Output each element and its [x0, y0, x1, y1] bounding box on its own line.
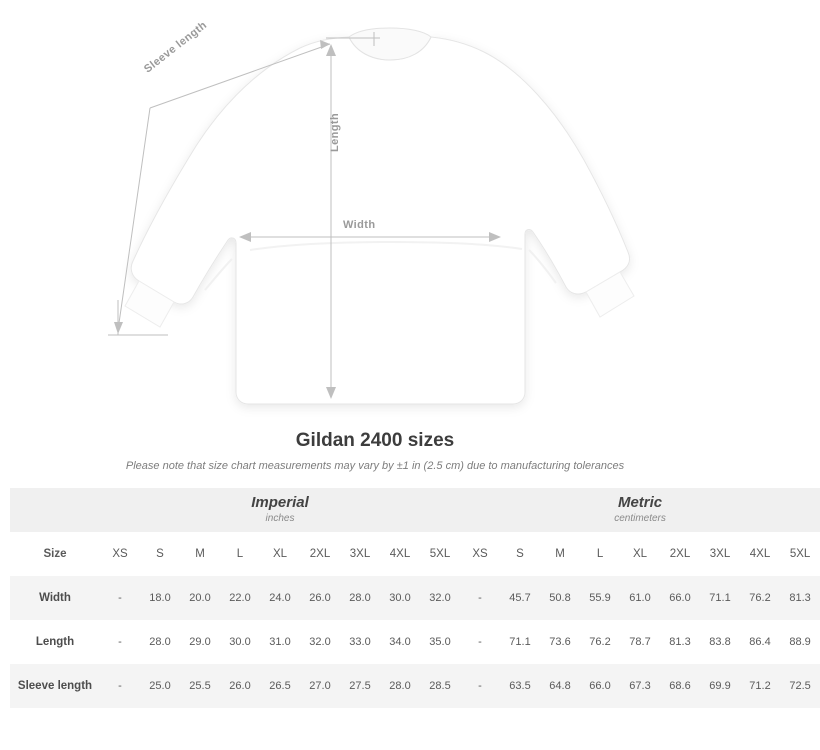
cell-length-xl-cm: 78.7 — [629, 636, 651, 648]
cell-width-2xl-cm: 66.0 — [660, 576, 700, 620]
cell-length-m-cm: 73.6 — [549, 636, 571, 648]
cell-length-s-cm: 71.1 — [509, 636, 531, 648]
cell-sleeve-xs-in: - — [100, 664, 140, 708]
row-label-sleeve-length: Sleeve length — [10, 664, 100, 708]
unit-header-row — [10, 488, 820, 532]
unit-metric-name: Metric — [617, 494, 663, 512]
cell-sleeve-xl-cm: 67.3 — [620, 664, 660, 708]
cell-length-3xl-in: 33.0 — [349, 636, 371, 648]
size-header-4xl-metric: 4XL — [740, 532, 780, 576]
cell-sleeve-m-cm: 64.8 — [540, 664, 580, 708]
size-header-xs-imperial: XS — [100, 532, 140, 576]
cell-width-l-in: 22.0 — [220, 576, 260, 620]
cell-sleeve-5xl-cm: 72.5 — [780, 664, 820, 708]
cell-length-xl-in: 31.0 — [269, 636, 291, 648]
cell-width-s-cm: 45.7 — [500, 576, 540, 620]
cell-width-3xl-cm: 71.1 — [700, 576, 740, 620]
unit-imperial — [100, 488, 460, 532]
cell-length-4xl-in: 34.0 — [389, 636, 411, 648]
size-header-3xl-imperial: 3XL — [340, 532, 380, 576]
page-title: Gildan 2400 sizes — [295, 430, 455, 451]
cell-length-m-in: 29.0 — [189, 636, 211, 648]
cell-sleeve-3xl-cm: 69.9 — [700, 664, 740, 708]
cell-sleeve-3xl-in: 27.5 — [340, 664, 380, 708]
cell-length-l-cm: 76.2 — [589, 636, 611, 648]
size-header-xl-metric: XL — [620, 532, 660, 576]
cell-sleeve-4xl-cm: 71.2 — [740, 664, 780, 708]
size-header-2xl-imperial: 2XL — [300, 532, 340, 576]
cell-width-xl-in: 24.0 — [260, 576, 300, 620]
cell-sleeve-5xl-in: 28.5 — [420, 664, 460, 708]
table-row — [10, 620, 820, 664]
cell-length-2xl-in: 32.0 — [309, 636, 331, 648]
cell-length-s-in: 28.0 — [149, 636, 171, 648]
cell-width-3xl-in: 28.0 — [340, 576, 380, 620]
size-header-4xl-imperial: 4XL — [380, 532, 420, 576]
cell-length-xs-in: - — [118, 636, 122, 648]
cell-width-2xl-in: 26.0 — [300, 576, 340, 620]
length-label: Length — [329, 112, 341, 152]
cell-width-m-in: 20.0 — [180, 576, 220, 620]
size-header-xl-imperial: XL — [260, 532, 300, 576]
size-header-5xl-imperial: 5XL — [420, 532, 460, 576]
width-label: Width — [343, 219, 376, 231]
cell-sleeve-4xl-in: 28.0 — [380, 664, 420, 708]
cell-sleeve-s-in: 25.0 — [140, 664, 180, 708]
cell-width-4xl-cm: 76.2 — [740, 576, 780, 620]
row-label-length: Length — [35, 636, 75, 648]
size-header-l-imperial: L — [220, 532, 260, 576]
cell-length-xs-cm: - — [478, 636, 482, 648]
size-header-2xl-metric: 2XL — [660, 532, 700, 576]
cell-sleeve-m-in: 25.5 — [180, 664, 220, 708]
unit-metric — [460, 488, 820, 532]
cell-sleeve-2xl-cm: 68.6 — [660, 664, 700, 708]
cell-length-5xl-in: 35.0 — [429, 636, 451, 648]
size-header-3xl-metric: 3XL — [700, 532, 740, 576]
cell-width-5xl-cm: 81.3 — [780, 576, 820, 620]
cell-sleeve-xl-in: 26.5 — [260, 664, 300, 708]
size-corner-header: Size — [10, 532, 100, 576]
cell-width-xs-in: - — [100, 576, 140, 620]
cell-width-l-cm: 55.9 — [580, 576, 620, 620]
unit-imperial-sub: inches — [265, 512, 295, 524]
cell-width-5xl-in: 32.0 — [420, 576, 460, 620]
size-header-s-imperial: S — [140, 532, 180, 576]
size-header-m-metric: M — [540, 532, 580, 576]
cell-width-xl-cm: 61.0 — [620, 576, 660, 620]
sleeve-length-label: Sleeve length — [142, 19, 210, 76]
tolerance-note: Please note that size chart measurements may vary by ±1 in (2.5 cm) due to manufacturing tolerances — [125, 460, 625, 472]
unit-imperial-name: Imperial — [251, 494, 309, 512]
cell-length-l-in: 30.0 — [229, 636, 251, 648]
cell-width-m-cm: 50.8 — [540, 576, 580, 620]
size-header-5xl-metric: 5XL — [780, 532, 820, 576]
cell-length-4xl-cm: 86.4 — [749, 636, 771, 648]
cell-width-4xl-in: 30.0 — [380, 576, 420, 620]
size-header-m-imperial: M — [180, 532, 220, 576]
cell-sleeve-l-cm: 66.0 — [580, 664, 620, 708]
cell-sleeve-xs-cm: - — [460, 664, 500, 708]
size-header-s-metric: S — [500, 532, 540, 576]
cell-sleeve-l-in: 26.0 — [220, 664, 260, 708]
title-block — [0, 430, 750, 472]
size-header-l-metric: L — [580, 532, 620, 576]
table-row — [10, 576, 820, 620]
table-row — [10, 664, 820, 708]
cell-sleeve-2xl-in: 27.0 — [300, 664, 340, 708]
cell-length-3xl-cm: 83.8 — [709, 636, 731, 648]
cell-sleeve-s-cm: 63.5 — [500, 664, 540, 708]
size-table-wrapper — [0, 488, 811, 708]
unit-metric-sub: centimeters — [614, 512, 666, 524]
size-header-row — [10, 532, 820, 576]
cell-width-s-in: 18.0 — [140, 576, 180, 620]
cell-width-xs-cm: - — [460, 576, 500, 620]
row-label-width: Width — [10, 576, 100, 620]
size-header-xs-metric: XS — [460, 532, 500, 576]
cell-length-5xl-cm: 88.9 — [789, 636, 811, 648]
unit-spacer — [10, 488, 100, 532]
cell-length-2xl-cm: 81.3 — [669, 636, 691, 648]
size-table — [10, 488, 820, 708]
